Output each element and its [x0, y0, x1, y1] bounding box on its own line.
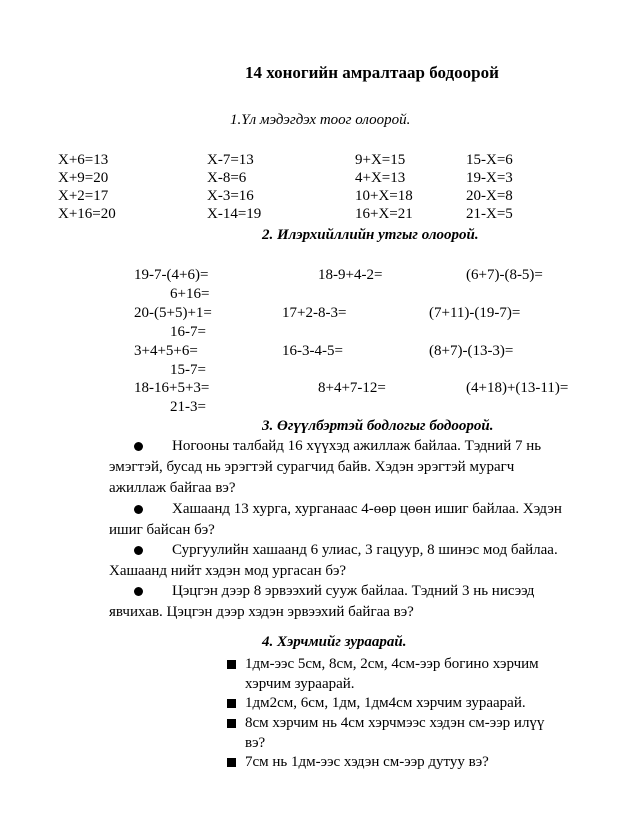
equation: X-8=6	[207, 170, 247, 186]
equation: X-7=13	[207, 152, 254, 168]
expression: 17+2-8-3=	[282, 305, 347, 321]
equation: X-14=19	[207, 206, 262, 222]
equation: X-3=16	[207, 188, 254, 204]
expression: 16-7=	[170, 324, 206, 340]
problem-line: эмэгтэй, бусад нь эрэгтэй сурагчид байв. Хэдэн эрэгтэй мурагч	[109, 459, 515, 475]
expression: (8+7)-(13-3)=	[429, 343, 514, 359]
equation: 19-X=3	[466, 170, 513, 186]
bullet-icon	[134, 587, 143, 596]
equation: X+9=20	[58, 170, 109, 186]
equation: 20-X=8	[466, 188, 513, 204]
square-bullet-icon	[227, 719, 236, 728]
expression: (6+7)-(8-5)=	[466, 267, 543, 283]
section1-heading: 1.Үл мэдэгдэх тоог олоорой.	[230, 112, 411, 128]
problem-line: явчихав. Цэцгэн дээр хэдэн эрвээхий байгаа вэ?	[109, 604, 414, 620]
equation: 16+X=21	[355, 206, 413, 222]
section2-heading: 2. Илэрхийллийн утгыг олоорой.	[262, 227, 479, 243]
page-title: 14 хоногийн амралтаар бодоорой	[245, 63, 499, 82]
bullet-icon	[134, 546, 143, 555]
problem-first-line: Ногооны талбайд 16 хүүхэд ажиллаж байлаа. Тэдний 7 нь	[172, 438, 542, 454]
problem-first-line: Цэцгэн дээр 8 эрвээхий сууж байлаа. Тэдний 3 нь нисээд	[172, 583, 535, 599]
task-line: 8см хэрчим нь 4см хэрчмээс хэдэн см-ээр илүү	[245, 715, 545, 731]
task-line: вэ?	[245, 735, 266, 751]
equation: 15-X=6	[466, 152, 513, 168]
problem-first-line: Сургуулийн хашаанд 6 улиас, 3 гацуур, 8 шинэс мод байлаа.	[172, 542, 558, 558]
problem-first-line: Хашаанд 13 хурга, хурганаас 4-өөр цөөн ишиг байлаа. Хэдэн	[172, 501, 562, 517]
expression: 15-7=	[170, 362, 206, 378]
expression: 21-3=	[170, 399, 206, 415]
bullet-icon	[134, 442, 143, 451]
equation: 21-X=5	[466, 206, 513, 222]
equation: X+16=20	[58, 206, 116, 222]
expression: 19-7-(4+6)=	[134, 267, 209, 283]
expression: (4+18)+(13-11)=	[466, 380, 569, 396]
expression: 6+16=	[170, 286, 210, 302]
section3-heading: 3. Өгүүлбэртэй бодлогыг бодоорой.	[262, 418, 494, 434]
task-line: 7см нь 1дм-ээс хэдэн см-ээр дутуу вэ?	[245, 754, 489, 770]
section4-heading: 4. Хэрчмийг зураарай.	[262, 634, 407, 650]
square-bullet-icon	[227, 699, 236, 708]
task-line: хэрчим зураарай.	[245, 676, 355, 692]
square-bullet-icon	[227, 660, 236, 669]
expression: 3+4+5+6=	[134, 343, 198, 359]
equation: X+2=17	[58, 188, 109, 204]
problem-line: Хашаанд нийт хэдэн мод ургасан бэ?	[109, 563, 347, 579]
expression: 20-(5+5)+1=	[134, 305, 212, 321]
expression: 8+4+7-12=	[318, 380, 386, 396]
problem-line: ажиллаж байгаа вэ?	[109, 480, 236, 496]
expression: 16-3-4-5=	[282, 343, 343, 359]
task-line: 1дм-ээс 5см, 8см, 2см, 4см-ээр богино хэрчим	[245, 656, 539, 672]
expression: 18-9+4-2=	[318, 267, 383, 283]
equation: 9+X=15	[355, 152, 406, 168]
problem-line: ишиг байсан бэ?	[109, 522, 215, 538]
bullet-icon	[134, 505, 143, 514]
expression: 18-16+5+3=	[134, 380, 210, 396]
expression: (7+11)-(19-7)=	[429, 305, 521, 321]
square-bullet-icon	[227, 758, 236, 767]
equation: 10+X=18	[355, 188, 413, 204]
task-line: 1дм2см, 6см, 1дм, 1дм4см хэрчим зураарай.	[245, 695, 526, 711]
equation: 4+X=13	[355, 170, 406, 186]
equation: X+6=13	[58, 152, 109, 168]
